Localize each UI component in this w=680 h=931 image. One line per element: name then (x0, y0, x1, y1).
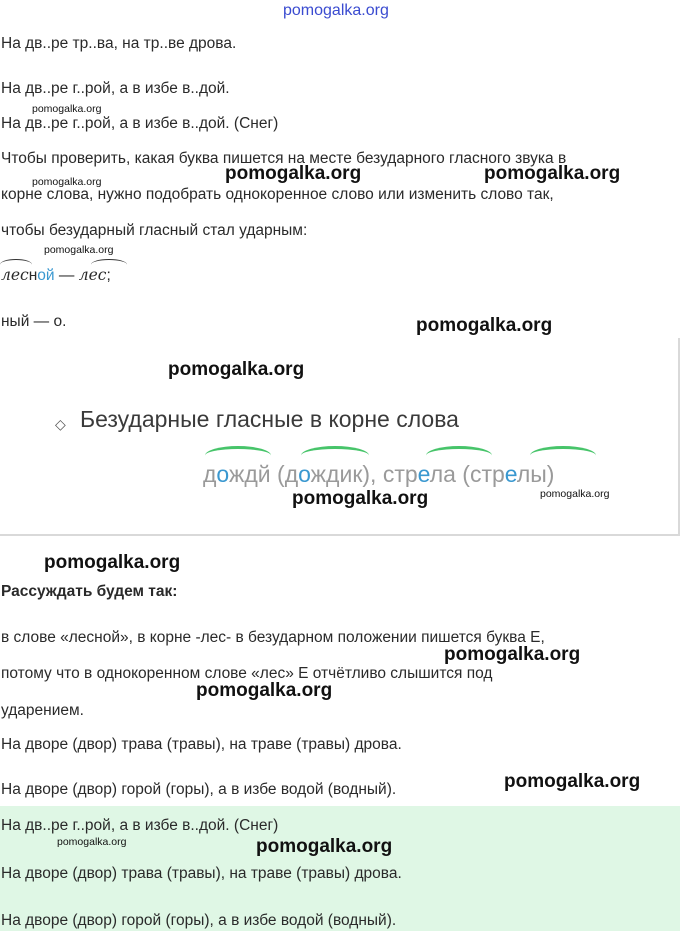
rule-example: дождй (дождик), стрела (стрелы) (203, 461, 555, 487)
diamond-icon: ◇ (55, 416, 66, 432)
rule-text-line-1: Чтобы проверить, какая буква пишется на месте безударного гласного звука в (1, 150, 567, 167)
reasoning-line-3: ударением. (1, 702, 84, 719)
answer-line-2: На дворе (двор) горой (горы), а в избе водой (водный). (1, 781, 397, 798)
dash: — (54, 267, 79, 284)
watermark: pomogalka.org (168, 359, 305, 380)
rule-title: Безударные гласные в корне слова (80, 406, 459, 432)
reasoning-line-1: в слове «лесной», в корне -лес- в безударном положении пишется буква Е, (1, 629, 545, 646)
exercise-line-1: На дв..ре тр..ва, на тр..ве дрова. (1, 35, 237, 52)
watermark: pomogalka.org (504, 771, 641, 792)
watermark: pomogalka.org (540, 488, 610, 500)
watermark: pomogalka.org (32, 103, 102, 115)
watermark: pomogalka.org (44, 244, 114, 256)
answer-block-line-1: На дв..ре г..рой, а в избе в..дой. (Снег) (1, 817, 279, 834)
root-word-2: лес (78, 266, 107, 284)
exercise-line-3: На дв..ре г..рой, а в избе в..дой. (Снег) (1, 115, 279, 132)
watermark-top: pomogalka.org (283, 2, 389, 19)
reasoning-line-2: потому что в однокоренном слове «лес» Е отчётливо слышится под (1, 665, 493, 682)
rule-text-line-3: чтобы безударный гласный стал ударным: (1, 222, 308, 239)
root-arc-2 (91, 259, 127, 270)
watermark: pomogalka.org (444, 644, 581, 665)
watermark: pomogalka.org (225, 163, 362, 184)
answer-line-1: На дворе (двор) трава (травы), на траве (травы) дрова. (1, 736, 402, 753)
semicolon: ; (106, 267, 111, 284)
stressed-ending: ой (37, 267, 55, 284)
root-ending: н (28, 267, 38, 284)
watermark: pomogalka.org (292, 488, 429, 509)
watermark: pomogalka.org (32, 176, 102, 188)
watermark: pomogalka.org (484, 163, 621, 184)
answer-block-line-3: На дворе (двор) горой (горы), а в избе водой (водный). (1, 912, 397, 929)
exercise-line-2: На дв..ре г..рой, а в избе в..дой. (1, 80, 230, 97)
watermark: pomogalka.org (57, 836, 127, 848)
watermark: pomogalka.org (196, 680, 333, 701)
watermark: pomogalka.org (44, 552, 181, 573)
rule-text-line-2: корне слова, нужно подобрать однокоренное слово или изменить слово так, (1, 186, 554, 203)
root-arc-1 (0, 259, 32, 270)
reasoning-heading: Рассуждать будем так: (1, 583, 178, 600)
watermark: pomogalka.org (416, 315, 553, 336)
watermark: pomogalka.org (256, 836, 393, 857)
answer-block-line-2: На дворе (двор) трава (травы), на траве (травы) дрова. (1, 865, 402, 882)
root-word-1: лес (1, 266, 29, 284)
exercise-line-4: ный — о. (1, 313, 67, 330)
